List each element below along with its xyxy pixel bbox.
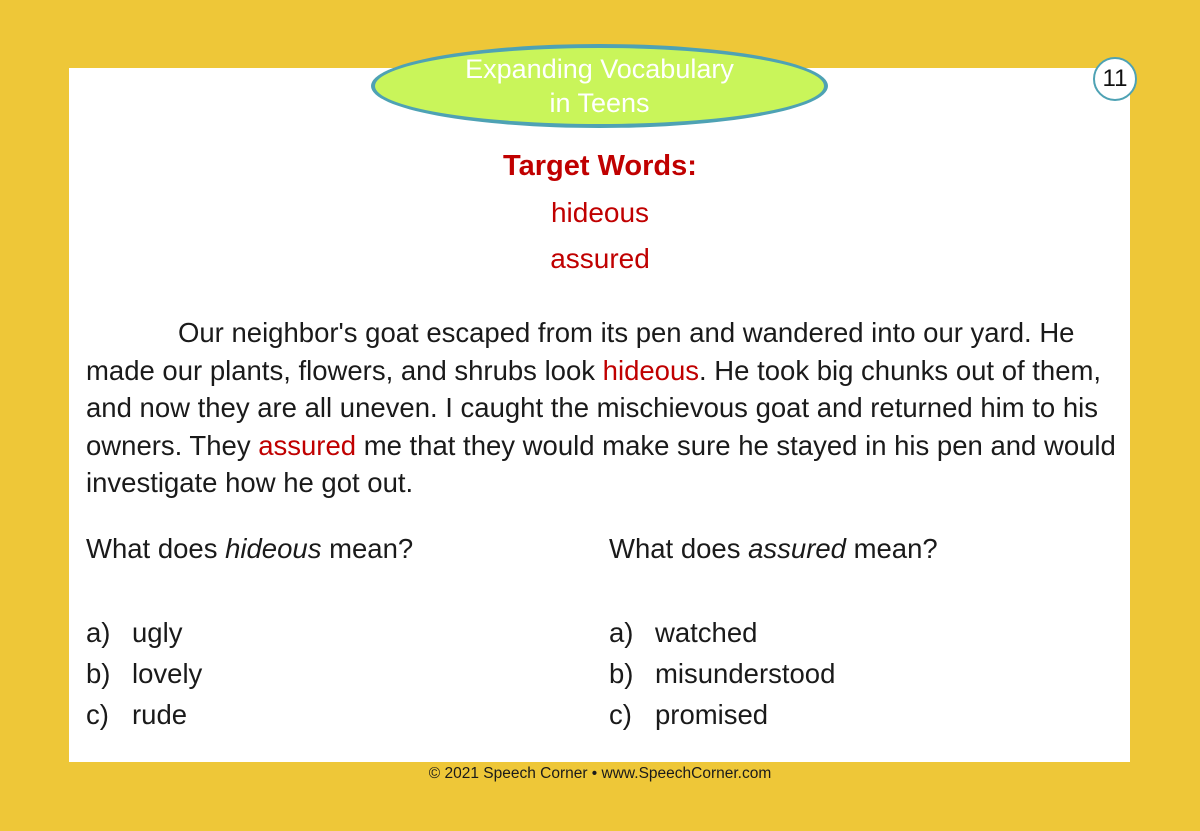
- option-item[interactable]: [86, 694, 202, 735]
- option-text: promised: [655, 699, 769, 730]
- passage-highlight-hideous: hideous: [602, 354, 700, 386]
- target-word-1: hideous: [550, 197, 650, 228]
- title-badge: [371, 44, 828, 128]
- option-letter: c): [86, 699, 109, 730]
- option-text: lovely: [132, 658, 203, 689]
- question-word: hideous: [225, 533, 322, 564]
- question-word: assured: [748, 533, 846, 564]
- target-words-heading: Target Words:: [503, 150, 697, 182]
- option-text: watched: [655, 617, 758, 648]
- question-suffix: mean?: [845, 533, 938, 564]
- passage-text-3: me that they would make sure he stayed in his pen and would investigate how he got out.: [86, 429, 1116, 498]
- option-text: ugly: [132, 617, 183, 648]
- option-item[interactable]: [86, 653, 202, 694]
- page-number-badge: 11: [1093, 57, 1137, 101]
- options-hideous: [86, 612, 202, 735]
- copyright-footer: © 2021 Speech Corner • www.SpeechCorner.com: [428, 765, 772, 782]
- option-item[interactable]: [609, 653, 835, 694]
- option-text: rude: [132, 699, 188, 730]
- question-prefix: What does: [86, 533, 226, 564]
- option-letter: b): [86, 658, 111, 689]
- option-item[interactable]: [86, 612, 202, 653]
- option-text: misunderstood: [655, 658, 836, 689]
- question-suffix: mean?: [321, 533, 414, 564]
- passage-text-2: . He took big chunks out of them, and now they are all uneven. I caught the mischievous goat and returned him to his owners. They: [86, 354, 1102, 461]
- option-letter: a): [86, 617, 111, 648]
- question-hideous: [86, 533, 413, 565]
- passage-highlight-assured: assured: [258, 429, 357, 461]
- passage-text-1: Our neighbor's goat escaped from its pen and wandered into our yard. He made our plants, flowers, and shrubs look: [86, 317, 1075, 386]
- option-item[interactable]: [609, 694, 835, 735]
- title-line-2: in Teens: [549, 88, 650, 118]
- title-line-1: Expanding Vocabulary: [465, 54, 734, 84]
- option-item[interactable]: [609, 612, 835, 653]
- question-assured: [609, 533, 938, 565]
- option-letter: b): [609, 658, 634, 689]
- options-assured: [609, 612, 835, 735]
- option-letter: c): [609, 699, 632, 730]
- question-prefix: What does: [609, 533, 749, 564]
- target-word-2: assured: [550, 243, 650, 274]
- story-passage: [86, 314, 1116, 502]
- option-letter: a): [609, 617, 634, 648]
